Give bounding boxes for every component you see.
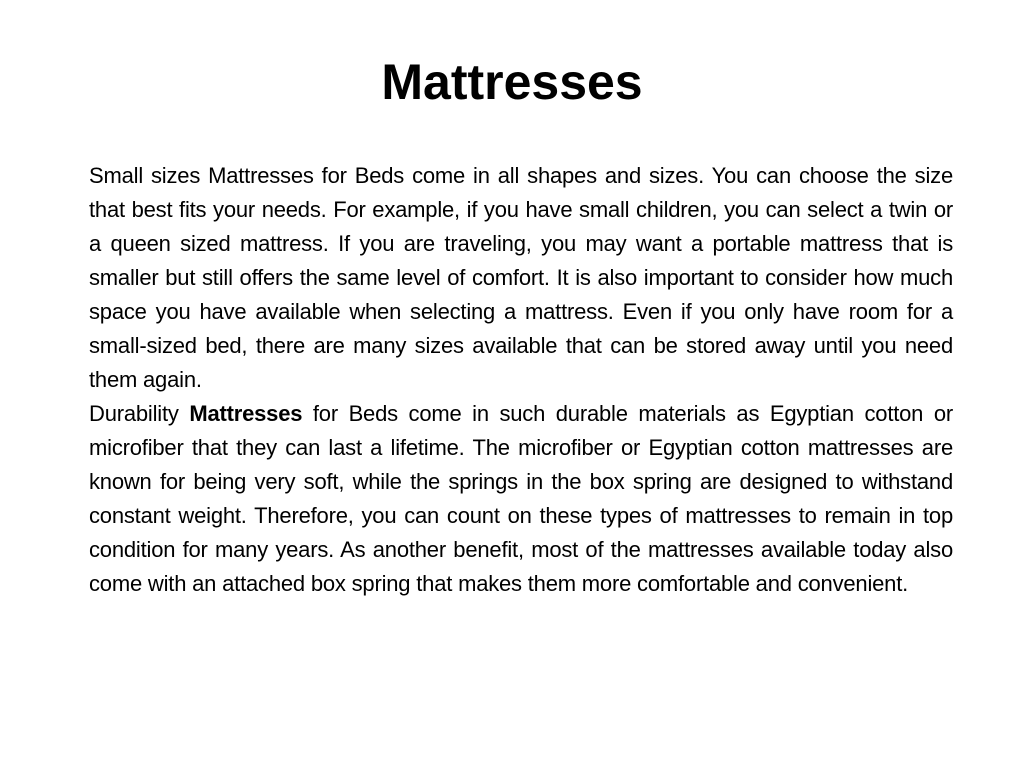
paragraph-small-sizes: Small sizes Mattresses for Beds come in all shapes and sizes. You can choose the size that best fits your needs. For example, if you have small children, you can select a twin or a queen sized mattress. If you are traveling, you may want a portable mattress that is smaller but still offers the same level of comfort. It is also important to consider how much space you have available when selecting a mattress. Even if you only have room for a small-sized bed, there are many sizes available that can be stored away until you need them again. [89, 163, 953, 392]
paragraph-durability-prefix: Durability [89, 401, 190, 426]
mattresses-link-text: Mattresses [189, 401, 303, 426]
paragraph-durability-rest: for Beds come in such durable materials as Egyptian cotton or microfiber that they can last a lifetime. The microfiber or Egyptian cotton mattresses are known for being very soft, while the springs in the box spring are designed to withstand constant weight. Therefore, you can count on these types of mattresses to remain in top condition for many years. As another benefit, most of the mattresses available today also come with an attached box spring that makes them more comfortable and convenient. [89, 401, 953, 596]
paragraph-durability [89, 397, 953, 601]
slide-body [89, 159, 953, 601]
slide-title: Mattresses [381, 54, 643, 110]
